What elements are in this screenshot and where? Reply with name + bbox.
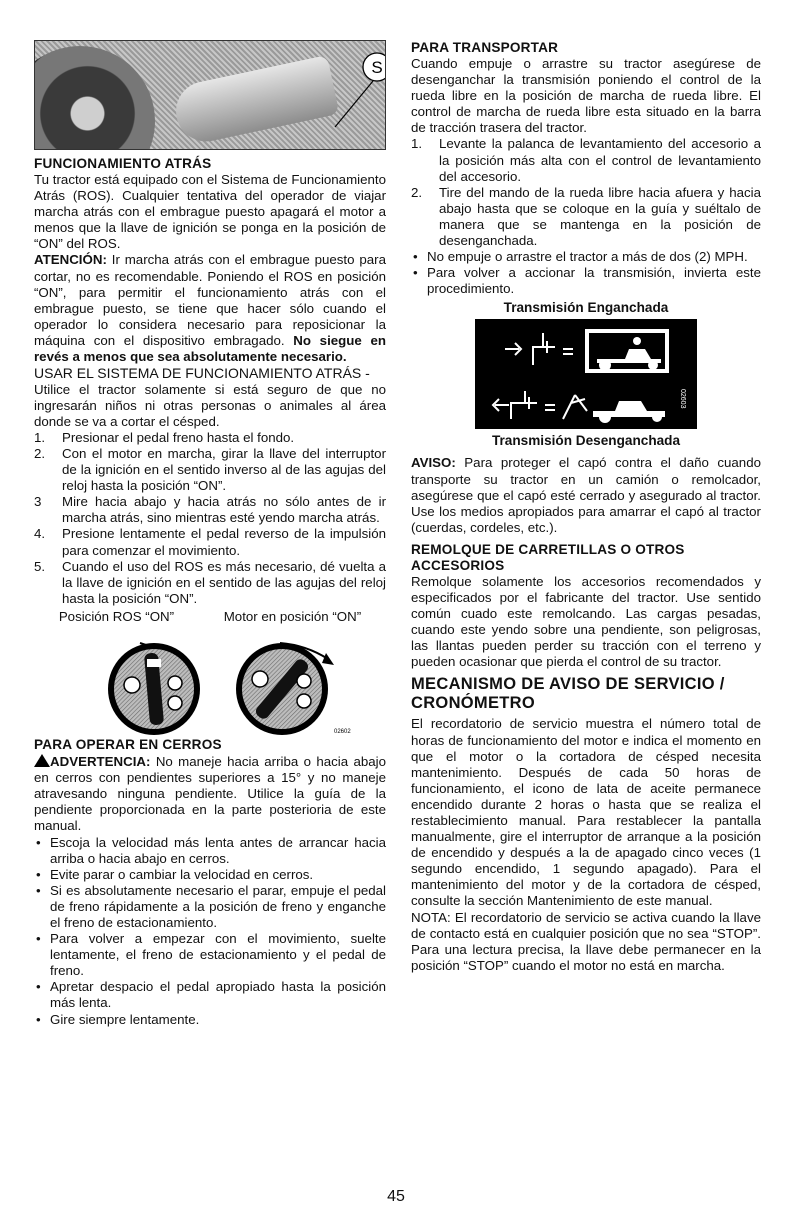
figure-code: 02602: [334, 729, 351, 736]
section-heading-funcionamiento: FUNCIONAMIENTO ATRÁS: [34, 156, 212, 171]
list-item: • Para volver a accionar la transmisión, invierta este procedimiento.: [411, 265, 761, 297]
section-heading-cerros: PARA OPERAR EN CERROS: [34, 737, 222, 753]
usar-heading: USAR EL SISTEMA DE FUNCIONAMIENTO ATRÁS -: [34, 365, 370, 382]
atencion-bold: No siegue en revés a menos que sea absolutamente necesario.: [34, 332, 386, 365]
list-item: [411, 185, 761, 249]
step-text: Presionar el pedal freno hasta el fondo.: [62, 429, 295, 445]
person-pushing-icon: [563, 395, 587, 419]
list-item: [411, 136, 761, 184]
step-text: Con el motor en marcha, girar la llave del interruptor de la ignición en el sentido inverso al de las agujas del reloj hasta la posición “ON”.: [62, 446, 386, 494]
list-item: • Para volver a empezar con el movimiento, suelte lentamente, el freno de estacionamiento y el pedal de freno.: [34, 931, 386, 979]
list-item: [34, 559, 386, 607]
transportar-steps: [411, 136, 761, 249]
dial-captions: [34, 609, 386, 625]
list-item: • Gire siempre lentamente.: [34, 1012, 386, 1028]
arrow-icon: [322, 653, 334, 665]
arrow-left-icon: [493, 399, 509, 411]
transmission-figure: [475, 299, 697, 449]
list-item: [34, 430, 386, 446]
tractor-icon: [585, 329, 669, 373]
page-number: 45: [387, 1188, 405, 1205]
warning-triangle-icon: [34, 754, 50, 767]
step-text: Presione lentamente el pedal reverso de la impulsión para comenzar el movimiento.: [62, 526, 386, 558]
list-item: • Evite parar o cambiar la velocidad en cerros.: [34, 867, 386, 883]
section-heading-remolque: REMOLQUE DE CARRETILLAS O OTROS ACCESORIOS: [411, 541, 685, 573]
remolque-text: Remolque solamente los accesorios recomendados y especificados por el fabricante del tractor. Use sentido común cuado este remolcando. Las cargas pesadas, cuando este yendo sobre una pendiente, son peligrosas, las llantas pueden perder su tracción con el terreno y pueden ocasionar que pierda el control de su tractor.: [411, 573, 761, 670]
section-heading-mecanismo: MECANISMO DE AVISO DE SERVICIO / CRONÓMETRO: [411, 675, 725, 713]
atencion-text: Ir marcha atrás con el embrague puesto para cortar, no es recomendable. Poniendo el ROS en posición “ON”, para permitir el funcionamiento atrás con el embrague puesto, se tiene que hacer sólo cuando el operador lo considera necesario para reposicionar la máquina con el dispositivo embragado.: [34, 252, 386, 348]
warning-label: ADVERTENCIA:: [50, 754, 151, 770]
ignition-dials-figure: [34, 629, 386, 737]
arrow-right-icon: [505, 343, 521, 355]
list-item: [34, 446, 386, 494]
step-number: 4.: [34, 526, 46, 542]
cerros-bullets: [34, 835, 386, 1028]
transmission-panel: [475, 319, 697, 429]
list-item: • No empuje o arrastre el tractor a más de dos (2) MPH.: [411, 249, 761, 265]
transmission-drawing: [475, 319, 697, 429]
warning-text: No maneje hacia arriba o hacia abajo en cerros con pendientes superiores a 15° y no maneje atravesando ninguna pendiente. Utilice la guía de la pendiente proporcionada en la parte posterioria de este manual.: [34, 754, 386, 834]
ignition-dial-motor: [236, 643, 334, 735]
step-number: 5.: [34, 558, 46, 574]
transportar-bullets: [411, 249, 761, 297]
step-number: 3: [34, 494, 42, 510]
step-text: Cuando el uso del ROS es más necesario, dé vuelta a la llave de ignición en el sentido de las agujas del reloj hasta la posición “ON”.: [62, 558, 386, 606]
step-number: 1.: [34, 429, 46, 445]
step-text: Mire hacia abajo y hacia atrás no sólo antes de ir marcha atrás, sino mientras esté yendo marcha atrás.: [62, 494, 386, 526]
step-text: Tire del mando de la rueda libre hacia afuera y hacia abajo hasta que se coloque en la guía y suéltalo de manera que se mantenga en la posición de desenganchada.: [439, 184, 761, 249]
transportar-intro: Cuando empuje o arrastre su tractor asegúrese de desenganchar la transmisión poniendo el control de la rueda libre en la posición de marcha de rueda libre. El control de marcha de rueda libre esta situado en la barra de tracción trasera del tractor.: [411, 56, 761, 136]
list-item: • Apretar despacio el pedal apropiado hasta la posición más lenta.: [34, 979, 386, 1011]
photo-pedal-illustration: [34, 40, 386, 150]
caption-ros-on: Posición ROS “ON”: [58, 608, 175, 624]
funcionamiento-intro: Tu tractor está equipado con el Sistema de Funcionamiento Atrás (ROS). Cualquier tentativa del operador de viajar marcha atrás con el embrague puesto apagará el motor a menos que la llave de ignición se ponga en la posición de “ON” del ROS.: [34, 172, 386, 252]
step-number: 2.: [411, 184, 423, 200]
list-item: [34, 526, 386, 558]
fig-title-disengaged: Transmisión Desenganchada: [491, 433, 681, 449]
ignition-dials-drawing: [34, 629, 386, 737]
aviso-text: Para proteger el capó contra el daño cuando transporte su tractor en un camión o remolcador, asegúrese que el capó esté cerrado y asegurado al tractor. Use los medios apropiados para amarrar el capó al tractor (cuerdas, cordeles, etc.).: [411, 455, 761, 535]
left-column: [34, 40, 386, 1028]
step-number: 2.: [34, 446, 46, 461]
usar-text: Utilice el tractor solamente si está seguro de que no ingresarán niños ni otras personas o animales al área donde se va a cortar el césped.: [34, 381, 386, 429]
cerros-warning: [34, 753, 386, 834]
ros-steps: [34, 430, 386, 607]
section-heading-transportar: PARA TRANSPORTAR: [411, 40, 559, 55]
list-item: [34, 494, 386, 526]
aviso-paragraph: [411, 455, 761, 535]
aviso-label: AVISO:: [411, 455, 456, 471]
ignition-dial-ros: [108, 643, 200, 735]
mecanismo-paragraph-1: El recordatorio de servicio muestra el número total de horas de funcionamiento del motor e indica el momento en que el motor o la cortadora de césped necesita mantenimiento. Después de cada 50 horas de funcionamiento, el icono de lata de aceite permanece encendido durante 2 horas o hasta que se realiza el restablecimiento manual. Para restablecer la pantalla manualmente, gire el interruptor de arranque a la posición de encendido y después a la de apagado cinco veces (1 segundo encendido, 1 segundo apagado). Para el mantenimiento del motor y de la cortadora de césped, consulte la sección Mantenimiento de este manual.: [411, 716, 761, 909]
list-item: • Si es absolutamente necesario el parar, empuje el pedal de freno rápidamente a la posición de freno y enganche el freno de estacionamiento.: [34, 883, 386, 931]
atencion-label: ATENCIÓN:: [34, 252, 107, 268]
fig-title-engaged: Transmisión Enganchada: [503, 300, 669, 316]
photo-callout: [35, 41, 386, 150]
step-number: 1.: [411, 136, 423, 152]
caption-motor-on: Motor en posición “ON”: [223, 608, 362, 624]
list-item: • Escoja la velocidad más lenta antes de arrancar hacia arriba o hacia abajo en cerros.: [34, 835, 386, 867]
figure-code: 02603: [679, 389, 686, 409]
mecanismo-note: NOTA: El recordatorio de servicio se activa cuando la llave de contacto está en cualquier posición que no sea “STOP”. Para una lectura precisa, la llave debe permanecer en la posición “STOP” cuando el motor no está en marcha.: [411, 909, 761, 973]
atencion-paragraph: [34, 252, 386, 365]
step-text: Levante la palanca de levantamiento del accesorio a la posición más alta con el control de levantamiento del accesorio.: [439, 136, 761, 184]
tractor-icon: [593, 401, 665, 423]
right-column: [411, 40, 761, 974]
photo-callout-label: S: [371, 58, 383, 77]
